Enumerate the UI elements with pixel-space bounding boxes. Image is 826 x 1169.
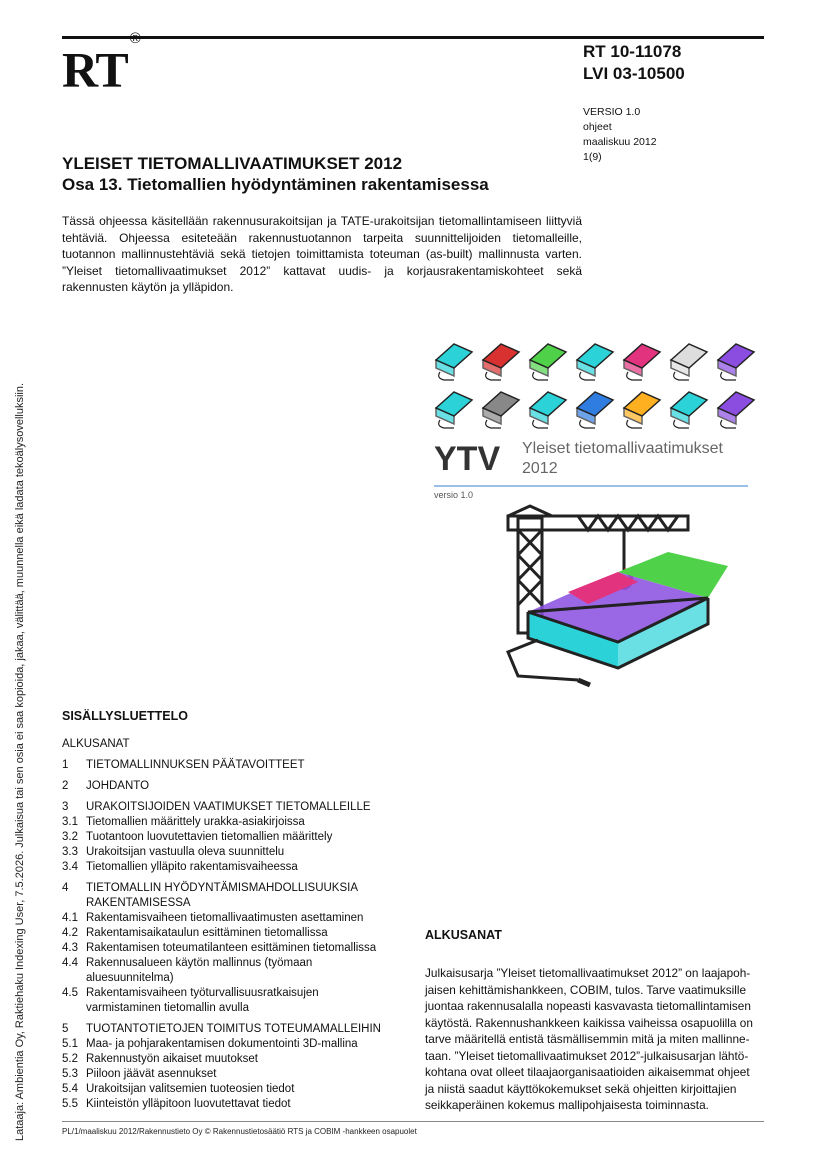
phase-icon <box>436 344 472 380</box>
phase-icon <box>624 344 660 380</box>
preface-line: taan. ”Yleiset tietomallivaatimukset 2012”-julkaisusarjan lähtö- <box>425 1048 749 1063</box>
preface-heading: ALKUSANAT <box>425 928 502 942</box>
document-meta <box>583 105 657 165</box>
ytv-text: YTV <box>434 440 501 478</box>
toc-label: Rakennustyön aikaiset muutokset <box>86 1053 258 1065</box>
toc-item <box>62 911 402 926</box>
ytv-subtitle-2: 2012 <box>522 460 558 477</box>
toc-number: 5.1 <box>62 1038 78 1050</box>
toc-label-line: Rakentamisvaiheen työturvallisuusratkaisujen <box>86 987 319 999</box>
toc-number: 5.2 <box>62 1053 78 1065</box>
rt-code: RT 10-11078 <box>583 42 682 61</box>
phase-icon <box>436 392 472 428</box>
ytv-version: versio 1.0 <box>434 490 474 500</box>
ytv-subtitle-1: Yleiset tietomallivaatimukset <box>522 440 723 457</box>
toc-label: Tietomallien määrittely urakka-asiakirjoissa <box>86 816 305 828</box>
toc-item <box>62 800 402 815</box>
toc-label: Tuotantoon luovutettavien tietomallien määrittely <box>86 831 333 843</box>
toc-number: 5.5 <box>62 1098 78 1110</box>
table-of-contents <box>62 737 402 1112</box>
toc-label: Urakoitsijan vastuulla oleva suunnittelu <box>86 846 285 858</box>
page-count: 1(9) <box>583 151 602 163</box>
toc-number: 3 <box>62 801 69 813</box>
toc-label: Tietomallien ylläpito rakentamisvaiheessa <box>86 861 298 873</box>
toc-item <box>62 758 402 773</box>
toc-number: 4.4 <box>62 957 78 969</box>
toc-label: Piiloon jäävät asennukset <box>86 1068 217 1080</box>
toc-item <box>62 1067 402 1082</box>
toc-item <box>62 941 402 956</box>
toc-heading: SISÄLLYSLUETTELO <box>62 709 188 723</box>
toc-label-line: varmistaminen tietomallin avulla <box>86 1002 249 1014</box>
toc-number: 3.3 <box>62 846 78 858</box>
toc-number: 4.5 <box>62 987 78 999</box>
toc-number: 5.4 <box>62 1083 78 1095</box>
preface-line: kohtana ovat olleet tilaajaorganisaatioiden aikaisemmat ohjeet <box>425 1065 750 1079</box>
preface-line: jaisen kehittämishankkeen, COBIM, tulos. Tarve vaatimuksille <box>425 982 747 997</box>
toc-item <box>62 1052 402 1067</box>
toc-label <box>86 986 319 1016</box>
toc-item <box>62 926 402 941</box>
phase-icon <box>671 344 707 380</box>
toc-label-line: TIETOMALLIN HYÖDYNTÄMISMAHDOLLISUUKSIA <box>86 882 359 894</box>
lvi-code: LVI 03-10500 <box>583 64 685 83</box>
date: maaliskuu 2012 <box>583 136 657 148</box>
toc-label: ALKUSANAT <box>62 738 130 750</box>
toc-label-line: Rakennusalueen käytön mallinnus (työmaan <box>86 957 313 969</box>
toc-item <box>62 779 402 794</box>
toc-label: TUOTANTOTIETOJEN TOIMITUS TOTEUMAMALLEIHIN <box>86 1023 381 1035</box>
ytv-cover-artwork <box>428 330 766 702</box>
toc-number: 3.4 <box>62 861 78 873</box>
preface-line: tarve määritellä entistä täsmällisemmin mitä ja miten mallinne- <box>425 1032 750 1046</box>
phase-icon <box>483 392 519 428</box>
footer: PL/1/maaliskuu 2012/Rakennustieto Oy © Rakennustietosäätiö RTS ja COBIM -hankkeen osapuolet <box>62 1127 417 1136</box>
phase-icon <box>577 392 613 428</box>
preface-line: seikkaperäinen kokemus mallipohjaisesta toiminnasta. <box>425 1098 709 1112</box>
toc-item <box>62 1082 402 1097</box>
toc-label <box>86 881 358 911</box>
toc-number: 5.3 <box>62 1068 78 1080</box>
toc-number: 4.2 <box>62 927 78 939</box>
phase-icon <box>530 392 566 428</box>
toc-number: 4 <box>62 882 69 894</box>
toc-label: Urakoitsijan valitsemien tuoteosien tiedot <box>86 1083 295 1095</box>
doc-type: ohjeet <box>583 121 612 133</box>
toc-item <box>62 986 402 1016</box>
toc-number: 4.3 <box>62 942 78 954</box>
toc-number: 5 <box>62 1023 69 1035</box>
toc-item <box>62 815 402 830</box>
toc-label-line: aluesuunnitelma) <box>86 972 174 984</box>
toc-label: TIETOMALLINNUKSEN PÄÄTAVOITTEET <box>86 759 305 771</box>
phase-icon <box>624 392 660 428</box>
phase-icon <box>530 344 566 380</box>
toc-item <box>62 737 402 752</box>
toc-label: Rakentamisvaiheen tietomallivaatimusten asettaminen <box>86 912 364 924</box>
toc-label: Rakentamisaikataulun esittäminen tietomallissa <box>86 927 328 939</box>
doc-title: YLEISET TIETOMALLIVAATIMUKSET 2012 <box>62 154 403 173</box>
toc-item <box>62 1022 402 1037</box>
toc-item <box>62 860 402 875</box>
toc-number: 4.1 <box>62 912 78 924</box>
toc-item <box>62 845 402 860</box>
phase-icon <box>671 392 707 428</box>
phase-icon <box>718 392 754 428</box>
preface-line: juontaa rakennusalalla nopeasti kasvavasta tietomallintamisen <box>425 999 751 1013</box>
rt-logo: RT® <box>62 30 140 98</box>
toc-label <box>86 956 312 986</box>
toc-item <box>62 1037 402 1052</box>
toc-label: URAKOITSIJOIDEN VAATIMUKSET TIETOMALLEILLE <box>86 801 371 813</box>
toc-label: Rakentamisen toteumatilanteen esittäminen tietomallissa <box>86 942 377 954</box>
toc-item <box>62 1097 402 1112</box>
toc-item <box>62 881 402 911</box>
toc-item <box>62 956 402 986</box>
toc-label: Kiinteistön ylläpitoon luovutettavat tiedot <box>86 1098 291 1110</box>
toc-number: 3.2 <box>62 831 78 843</box>
preface-line: Julkaisusarja ”Yleiset tietomallivaatimukset 2012” on laajapoh- <box>425 966 751 980</box>
phase-icon <box>718 344 754 380</box>
toc-label-line: RAKENTAMISESSA <box>86 897 191 909</box>
preface-text <box>425 965 765 1114</box>
toc-number: 2 <box>62 780 69 792</box>
phase-icon <box>483 344 519 380</box>
version: VERSIO 1.0 <box>583 106 641 118</box>
bottom-rule <box>62 1121 764 1122</box>
toc-label: Maa- ja pohjarakentamisen dokumentointi 3D-mallina <box>86 1038 358 1050</box>
preface-line: ja niistä saadut käyttökokemukset sekä ohjeitten kirjoittajien <box>425 1081 737 1096</box>
download-notice: Lataaja: Ambientia Oy, Raktiehaku Indexing User, 7.5.2026. Julkaisua tai sen osia ei saa kopioida, jakaa, välittää, muunnella eikä ladata tekoälysovelluksiin. <box>14 382 26 1141</box>
top-rule <box>62 36 764 39</box>
doc-subtitle: Osa 13. Tietomallien hyödyntäminen rakentamisessa <box>62 175 489 194</box>
toc-item <box>62 830 402 845</box>
intro-paragraph: Tässä ohjeessa käsitellään rakennusurakoitsijan ja TATE-urakoitsijan tietomallintamiseen liittyviä tehtäviä. Ohjeessa esiteteään rakennustuotannon tarpeita suunnittelijoiden tietomalleille, tuotannon mallinnustehtäviä sekä tietojen toimittamista toteuman (as-built) mallinnusta varten. ”Yleiset tietomallivaatimukset 2012” kattavat uudis- ja korjausrakentamiskohteet sekä rakennusten käytön ja ylläpidon. <box>62 214 582 294</box>
toc-label: JOHDANTO <box>86 780 150 792</box>
phase-icon <box>577 344 613 380</box>
toc-number: 3.1 <box>62 816 78 828</box>
toc-number: 1 <box>62 759 69 771</box>
preface-line: käytöstä. Rakennushankkeen kaikissa vaiheissa osapuolilla on <box>425 1015 753 1030</box>
